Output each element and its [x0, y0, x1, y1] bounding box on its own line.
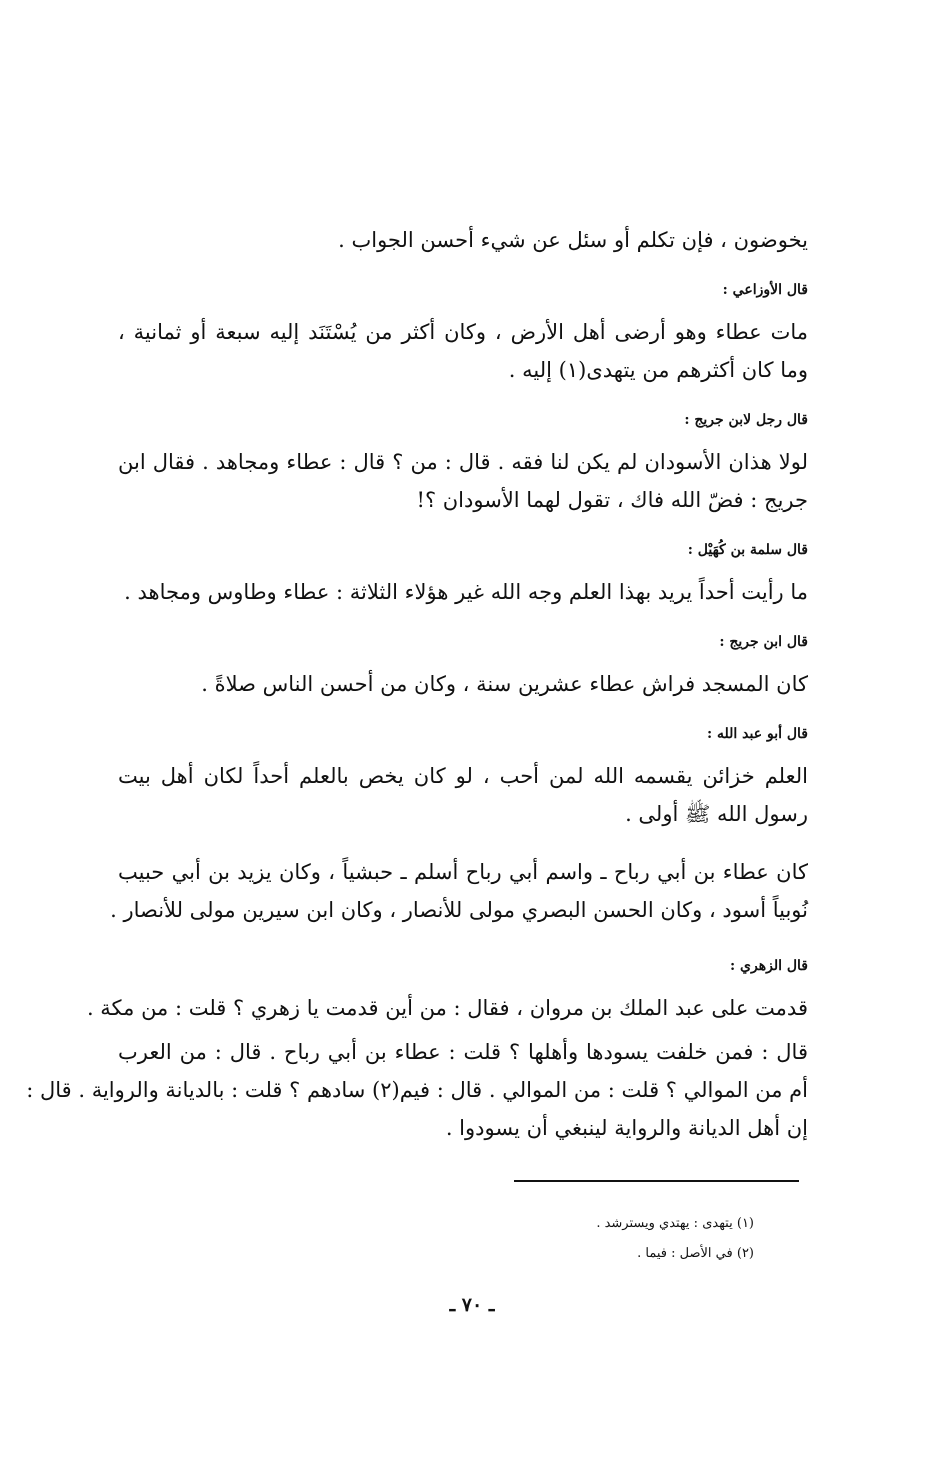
intro-line: يخوضون ، فإن تكلم أو سئل عن شيء أحسن الجواب .	[338, 228, 808, 252]
section-heading-man-ibn-jurayj: قال رجل لابن جريج :	[684, 412, 808, 428]
text-line: كان المسجد فراش عطاء عشرين سنة ، وكان من أحسن الناس صلاةً .	[201, 672, 808, 696]
text-line: قال : فمن خلفت يسودها وأهلها ؟ قلت : عطاء بن أبي رباح . قال : من العرب	[118, 1040, 808, 1064]
text-line: ما رأيت أحداً يريد بهذا العلم وجه الله غير هؤلاء الثلاثة : عطاء وطاوس ومجاهد .	[124, 580, 808, 604]
text-line: كان عطاء بن أبي رباح ـ واسم أبي رباح أسلم ـ حبشياً ، وكان يزيد بن أبي حبيب	[118, 860, 808, 884]
text-line: وما كان أكثرهم من يتهدى(١) إليه .	[508, 358, 808, 382]
section-heading-salama: قال سلمة بن كُهَيْل :	[687, 542, 808, 558]
footnote-separator	[514, 1180, 799, 1182]
text-line: قدمت على عبد الملك بن مروان ، فقال : من أين قدمت يا زهري ؟ قلت : من مكة .	[86, 996, 808, 1020]
page-number: ـ ٧٠ ـ	[449, 1294, 495, 1316]
text-line: جريج : فضّ الله فاك ، تقول لهما الأسودان ؟!	[416, 488, 808, 512]
section-heading-abu-abdullah: قال أبو عبد الله :	[706, 726, 808, 742]
text-line: مات عطاء وهو أرضى أهل الأرض ، وكان أكثر من يُسْتَنَد إليه سبعة أو ثمانية ،	[118, 320, 808, 344]
footnote-1: (١) يتهدى : يهتدي ويسترشد .	[596, 1216, 754, 1231]
section-heading-zuhri: قال الزهري :	[730, 958, 808, 974]
text-line: لولا هذان الأسودان لم يكن لنا فقه . قال : من ؟ قال : عطاء ومجاهد . فقال ابن	[118, 450, 808, 474]
text-line: العلم خزائن يقسمه الله لمن أحب ، لو كان يخص بالعلم أحداً لكان أهل بيت	[118, 764, 808, 788]
text-line: أم من الموالي ؟ قلت : من الموالي . قال : فيم(٢) سادهم ؟ قلت : بالديانة والرواية . قال :	[26, 1078, 808, 1102]
text-line: نُوبياً أسود ، وكان الحسن البصري مولى للأنصار ، وكان ابن سيرين مولى للأنصار .	[110, 898, 808, 922]
text-line: رسول الله ﷺ أولى .	[625, 802, 808, 826]
section-heading-ibn-jurayj: قال ابن جريج :	[719, 634, 808, 650]
footnote-2: (٢) في الأصل : فيما .	[637, 1246, 754, 1261]
section-heading-awzai: قال الأوزاعي :	[722, 282, 808, 298]
text-line: إن أهل الديانة والرواية لينبغي أن يسودوا .	[445, 1116, 808, 1140]
